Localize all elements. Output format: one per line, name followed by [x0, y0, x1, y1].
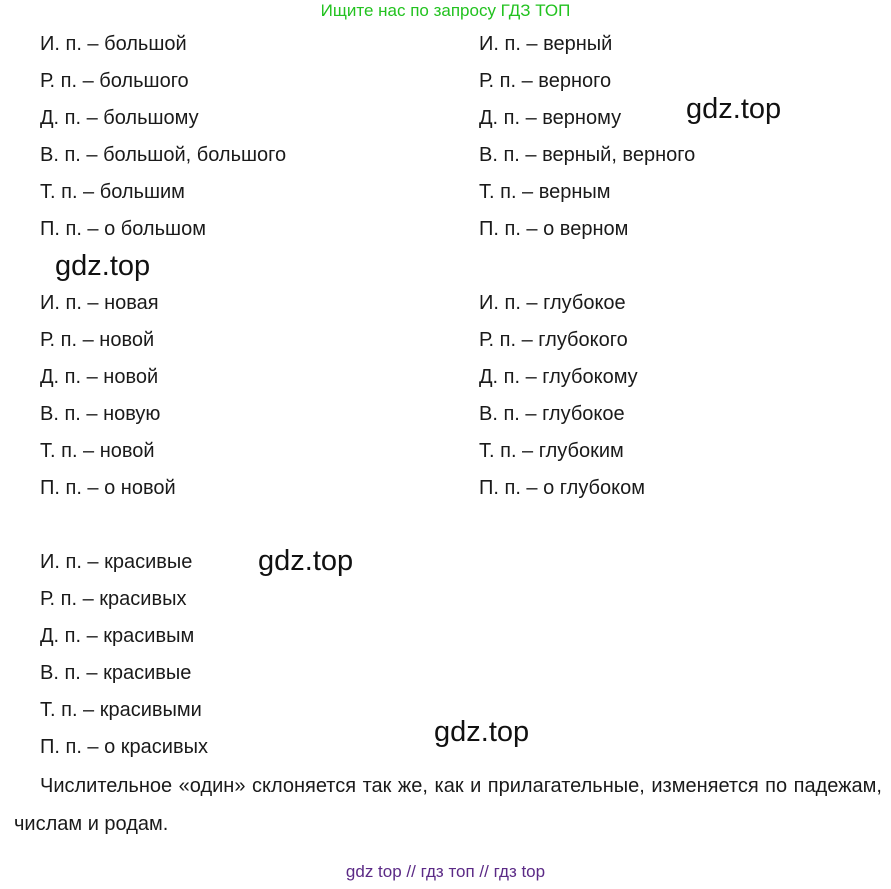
watermark: gdz.top	[258, 545, 354, 577]
case-line: И. п. – верный	[479, 33, 613, 55]
case-line: Д. п. – глубокому	[479, 366, 638, 388]
note-paragraph: Числительное «один» склоняется так же, как и прилагательные, изменяется по падежам, числам и родам.	[14, 775, 882, 835]
case-line: Р. п. – большого	[40, 70, 189, 92]
case-line: Д. п. – новой	[40, 366, 159, 388]
case-line: И. п. – красивые	[40, 551, 193, 573]
case-line: Т. п. – глубоким	[479, 440, 624, 462]
case-line: Т. п. – новой	[40, 440, 155, 462]
case-line: Д. п. – верному	[479, 107, 622, 129]
case-line: П. п. – о большом	[40, 218, 206, 240]
case-line: И. п. – большой	[40, 33, 187, 55]
case-line: В. п. – новую	[40, 403, 161, 425]
case-line: Т. п. – большим	[40, 181, 185, 203]
declension-block-glubokoe	[479, 285, 645, 507]
footer-text: gdz top // гдз топ // гдз top	[345, 862, 546, 881]
case-line: В. п. – верный, верного	[479, 144, 696, 166]
case-line: Р. п. – новой	[40, 329, 155, 351]
case-line: Д. п. – большому	[40, 107, 199, 129]
case-line: Р. п. – верного	[479, 70, 612, 92]
declension-block-krasivye	[40, 544, 208, 766]
case-line: В. п. – глубокое	[479, 403, 625, 425]
header-banner: Ищите нас по запросу ГДЗ ТОП	[320, 1, 571, 20]
declension-block-verny	[479, 26, 695, 248]
case-line: П. п. – о глубоком	[479, 477, 645, 499]
case-line: П. п. – о новой	[40, 477, 176, 499]
watermark: gdz.top	[686, 93, 782, 125]
case-line: В. п. – большой, большого	[40, 144, 287, 166]
case-line: Д. п. – красивым	[40, 625, 195, 647]
declension-block-novaya	[40, 285, 176, 507]
case-line: Т. п. – красивыми	[40, 699, 202, 721]
case-line: П. п. – о красивых	[40, 736, 208, 758]
declension-block-bolshoy	[40, 26, 286, 248]
case-line: Р. п. – красивых	[40, 588, 187, 610]
watermark: gdz.top	[55, 250, 151, 282]
case-line: Р. п. – глубокого	[479, 329, 628, 351]
case-line: В. п. – красивые	[40, 662, 192, 684]
case-line: И. п. – новая	[40, 292, 159, 314]
case-line: П. п. – о верном	[479, 218, 629, 240]
watermark: gdz.top	[434, 716, 530, 748]
case-line: И. п. – глубокое	[479, 292, 626, 314]
case-line: Т. п. – верным	[479, 181, 611, 203]
